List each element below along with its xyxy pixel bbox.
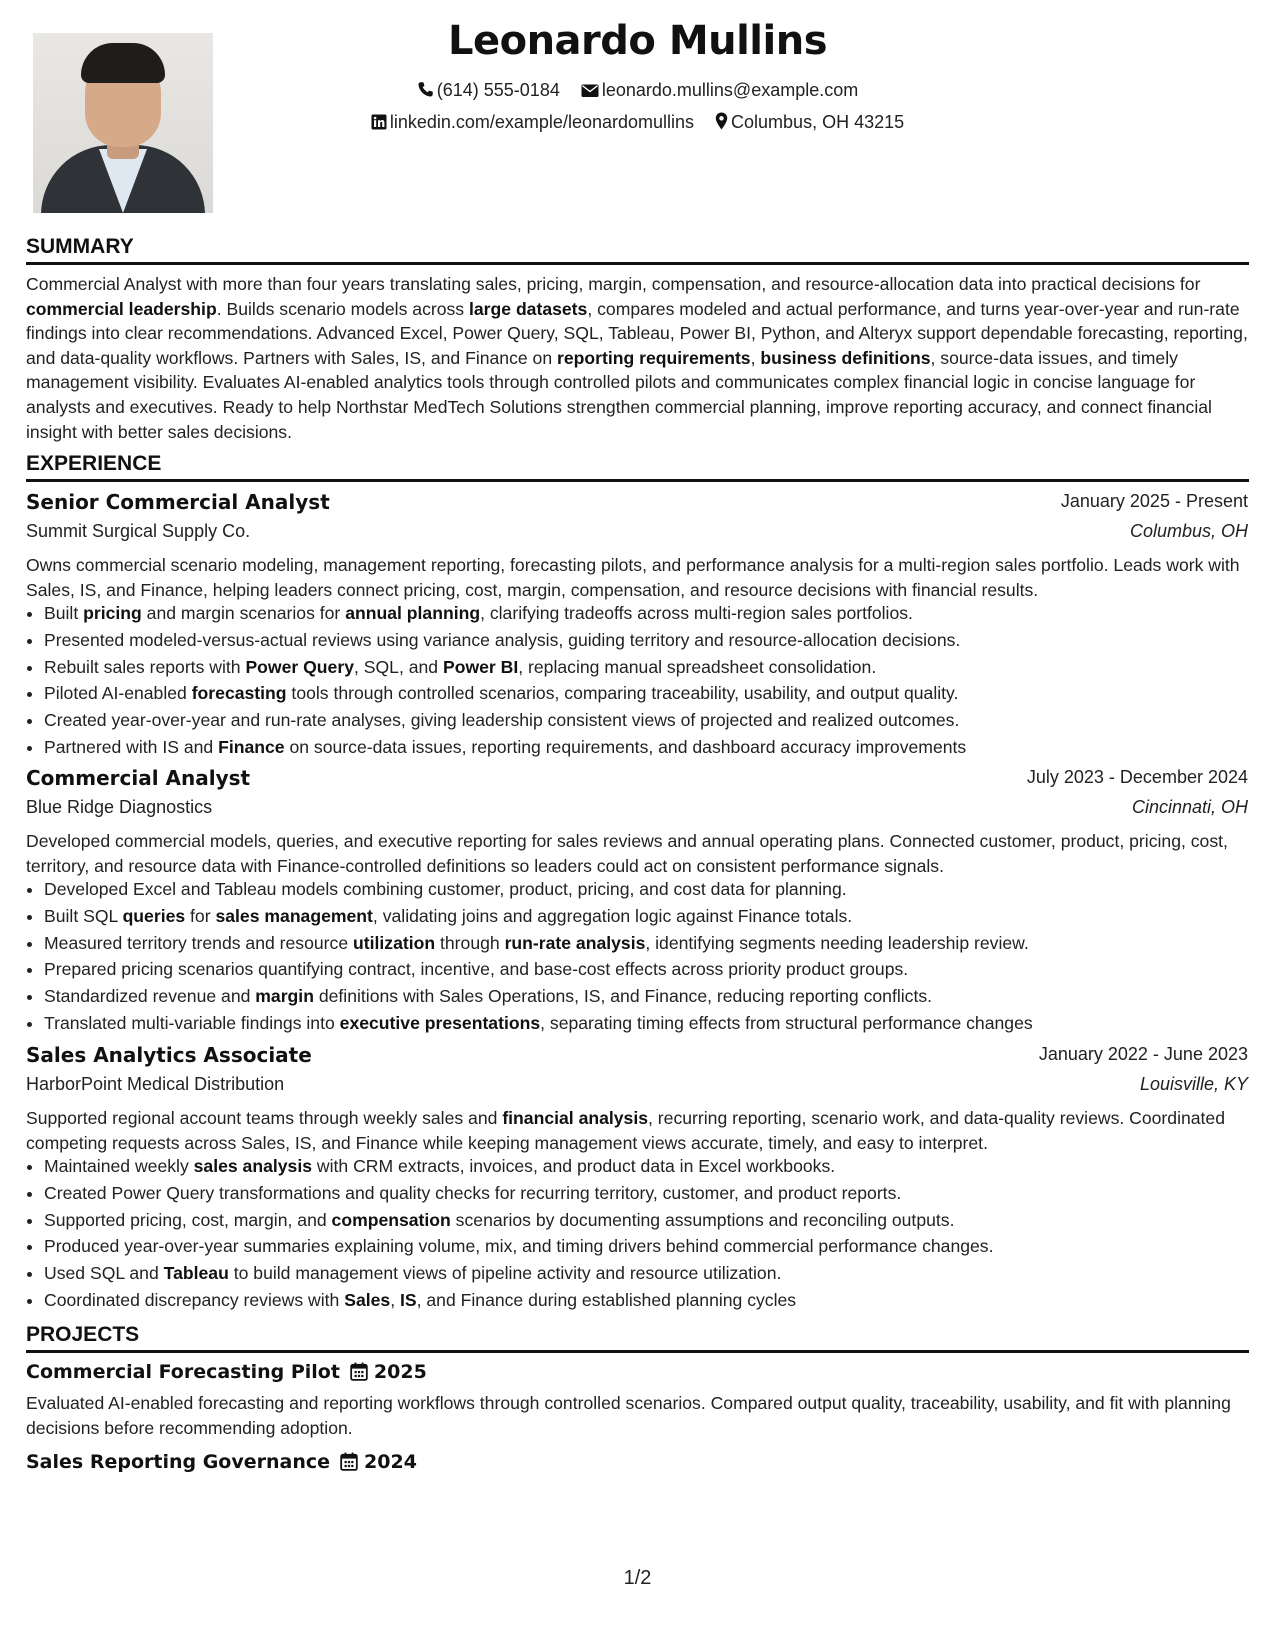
project-title-row bbox=[26, 1361, 427, 1383]
bold-phrase: financial analysis bbox=[502, 1108, 649, 1128]
job-dates: July 2023 - December 2024 bbox=[1026, 767, 1248, 787]
text-run: Created Power Query transformations and quality checks for recurring territory, customer, and product reports. bbox=[44, 1182, 902, 1203]
text-run: and margin scenarios for bbox=[141, 603, 346, 623]
email-item[interactable] bbox=[581, 80, 858, 101]
bold-phrase: Power Query bbox=[245, 656, 354, 677]
bullet-item bbox=[44, 1233, 1268, 1260]
project-description: Evaluated AI-enabled forecasting and reporting workflows through controlled scenarios. Compared output quality, traceability, usability, and fit with planning decisions before recommending adoption. bbox=[26, 1393, 1231, 1438]
bullet-item bbox=[44, 1180, 1268, 1207]
text-run: Maintained weekly bbox=[44, 1156, 194, 1176]
experience-heading: EXPERIENCE bbox=[26, 452, 1249, 482]
projects-heading: PROJECTS bbox=[26, 1323, 1249, 1353]
job-bullets bbox=[26, 600, 1268, 761]
bold-phrase: commercial leadership bbox=[26, 298, 217, 319]
bullet-item bbox=[44, 1010, 1268, 1037]
text-run: , clarifying tradeoffs across multi-region sales portfolios. bbox=[480, 603, 913, 623]
text-run: Supported pricing, cost, margin, and bbox=[44, 1209, 332, 1230]
candidate-name: Leonardo Mullins bbox=[447, 18, 828, 64]
text-run: , bbox=[390, 1289, 400, 1310]
text-run: , and Finance during established planning cycles bbox=[416, 1289, 797, 1310]
phone-text: (614) 555-0184 bbox=[436, 80, 560, 100]
text-run: , compares modeled and actual performance, and turns year-over-year and run-rate findings into clear recommendations. Advanced Excel, Power Query, SQL, Tableau, Power BI, Python, and Alteryx support dependable forecasting, reporting, and data-quality workflows. Partners with Sales, IS, and Finance on bbox=[26, 298, 1248, 368]
text-run: Built bbox=[44, 603, 84, 623]
linkedin-item[interactable] bbox=[371, 112, 694, 133]
text-run: , source-data issues, and timely management visibility. Evaluates AI-enabled analytics tools through controlled pilots and communicates complex financial logic in concise language for analysts and executives. Ready to help Northstar MedTech Solutions strengthen commercial planning, improve reporting accuracy, and connect financial insight with better sales decisions. bbox=[26, 347, 1212, 442]
text-run: Standardized revenue and bbox=[44, 986, 256, 1007]
bullet-item bbox=[44, 680, 1268, 707]
location-item bbox=[715, 112, 904, 133]
job-title: Senior Commercial Analyst bbox=[26, 490, 330, 514]
text-run: , identifying segments needing leadership review. bbox=[645, 932, 1029, 953]
bold-phrase: Tableau bbox=[163, 1263, 229, 1284]
bold-phrase: margin bbox=[255, 986, 314, 1007]
bullet-item bbox=[44, 930, 1268, 957]
text-run: , validating joins and aggregation logic against Finance totals. bbox=[372, 905, 853, 926]
bold-phrase: Sales bbox=[344, 1289, 391, 1310]
text-run: Used SQL and bbox=[44, 1263, 164, 1284]
bold-phrase: forecasting bbox=[191, 683, 287, 704]
location-text: Columbus, OH 43215 bbox=[731, 112, 905, 132]
job-description bbox=[26, 1106, 1250, 1155]
contact-row-1 bbox=[0, 80, 1275, 101]
text-run: Rebuilt sales reports with bbox=[44, 656, 246, 677]
text-run: Translated multi-variable findings into bbox=[44, 1012, 340, 1033]
bold-phrase: large datasets bbox=[469, 298, 588, 319]
bold-phrase: annual planning bbox=[345, 603, 481, 623]
text-run: , separating timing effects from structural performance changes bbox=[540, 1012, 1033, 1033]
text-run: Created year-over-year and run-rate analyses, giving leadership consistent views of projected and realized outcomes. bbox=[44, 710, 960, 731]
bullet-item bbox=[44, 734, 1268, 761]
company-name: Summit Surgical Supply Co. bbox=[26, 521, 251, 541]
bullet-item bbox=[44, 956, 1268, 983]
text-run: , replacing manual spreadsheet consolidation. bbox=[518, 656, 877, 677]
text-run: Produced year-over-year summaries explaining volume, mix, and timing drivers behind commercial performance changes. bbox=[44, 1236, 994, 1257]
bold-phrase: business definitions bbox=[760, 347, 931, 368]
linkedin-text: linkedin.com/example/leonardomullins bbox=[389, 112, 695, 132]
text-run: through bbox=[435, 932, 505, 953]
project-title: Commercial Forecasting Pilot bbox=[26, 1361, 340, 1383]
text-run: Partnered with IS and bbox=[44, 736, 219, 757]
bullet-item bbox=[44, 1287, 1268, 1314]
envelope-icon bbox=[581, 83, 599, 98]
phone-icon bbox=[417, 81, 434, 98]
bullet-item bbox=[44, 1260, 1268, 1287]
bold-phrase: sales management bbox=[215, 905, 373, 926]
job-title: Sales Analytics Associate bbox=[26, 1043, 312, 1067]
bold-phrase: utilization bbox=[353, 932, 436, 953]
bold-phrase: sales analysis bbox=[193, 1156, 312, 1176]
bullet-item bbox=[44, 903, 1268, 930]
bullet-item bbox=[44, 707, 1268, 734]
bold-phrase: Finance bbox=[218, 736, 285, 757]
email-text: leonardo.mullins@example.com bbox=[601, 80, 859, 100]
project-year: 2025 bbox=[373, 1361, 427, 1383]
bold-phrase: IS bbox=[399, 1289, 417, 1310]
text-run: to build management views of pipeline activity and resource utilization. bbox=[228, 1263, 782, 1284]
bold-phrase: Power BI bbox=[442, 656, 519, 677]
job-bullets bbox=[26, 876, 1268, 1037]
text-run: , SQL, and bbox=[353, 656, 443, 677]
job-title: Commercial Analyst bbox=[26, 766, 251, 790]
text-run: . Builds scenario models across bbox=[216, 298, 469, 319]
bold-phrase: compensation bbox=[331, 1209, 451, 1230]
text-run: on source-data issues, reporting requirements, and dashboard accuracy improvements bbox=[284, 736, 967, 757]
text-run: definitions with Sales Operations, IS, and Finance, reducing reporting conflicts. bbox=[313, 986, 933, 1007]
company-name: HarborPoint Medical Distribution bbox=[26, 1074, 285, 1094]
project-title-row bbox=[26, 1451, 417, 1473]
bold-phrase: reporting requirements bbox=[557, 347, 751, 368]
calendar-icon bbox=[350, 1362, 368, 1381]
project-year: 2024 bbox=[364, 1451, 417, 1473]
job-location: Columbus, OH bbox=[1129, 521, 1248, 541]
job-location: Cincinnati, OH bbox=[1131, 797, 1248, 817]
job-description: Developed commercial models, queries, and executive reporting for sales reviews and annual operating plans. Connected customer, product, pricing, cost, territory, and resource data with Finance-controlled definitions so leaders could act on consistent performance signals. bbox=[26, 831, 1228, 876]
text-run: Presented modeled-versus-actual reviews using variance analysis, guiding territory and resource-allocation decisions. bbox=[44, 629, 961, 650]
job-location: Louisville, KY bbox=[1139, 1074, 1248, 1094]
map-pin-icon bbox=[715, 112, 728, 130]
bullet-item bbox=[44, 1153, 1268, 1180]
page-number: 1/2 bbox=[623, 1567, 652, 1589]
job-dates: January 2025 - Present bbox=[1060, 491, 1248, 511]
text-run: , recurring reporting, scenario work, and data-quality reviews. Coordinated competing requests across Sales, IS, and Finance while keeping management views accurate, timely, and easy to interpret. bbox=[26, 1108, 1225, 1153]
text-run: , bbox=[750, 347, 761, 368]
project-title: Sales Reporting Governance bbox=[26, 1451, 331, 1473]
text-run: Piloted AI-enabled bbox=[44, 683, 192, 704]
bold-phrase: run-rate analysis bbox=[504, 932, 646, 953]
bullet-item bbox=[44, 654, 1268, 681]
bullet-item bbox=[44, 983, 1268, 1010]
summary-heading: SUMMARY bbox=[26, 235, 1249, 265]
text-run: Commercial Analyst with more than four years translating sales, pricing, margin, compensation, and resource-allocation data into practical decisions for bbox=[26, 274, 1201, 294]
phone-item bbox=[417, 80, 560, 101]
contact-row-2 bbox=[0, 112, 1275, 133]
text-run: Prepared pricing scenarios quantifying contract, incentive, and base-cost effects across priority product groups. bbox=[44, 959, 909, 980]
text-run: Coordinated discrepancy reviews with bbox=[44, 1289, 345, 1310]
job-bullets bbox=[26, 1153, 1268, 1314]
job-dates: January 2022 - June 2023 bbox=[1038, 1044, 1248, 1064]
text-run: with CRM extracts, invoices, and product data in Excel workbooks. bbox=[312, 1156, 836, 1176]
summary-text bbox=[26, 272, 1250, 444]
text-run: scenarios by documenting assumptions and reconciling outputs. bbox=[450, 1209, 955, 1230]
bullet-item bbox=[44, 876, 1268, 903]
text-run: tools through controlled scenarios, comparing traceability, usability, and output quality. bbox=[286, 683, 959, 704]
bold-phrase: pricing bbox=[83, 603, 142, 623]
bullet-item bbox=[44, 627, 1268, 654]
bold-phrase: executive presentations bbox=[339, 1012, 541, 1033]
linkedin-icon bbox=[371, 114, 387, 130]
text-run: Developed Excel and Tableau models combining customer, product, pricing, and cost data for planning. bbox=[44, 879, 847, 899]
text-run: Supported regional account teams through weekly sales and bbox=[26, 1108, 503, 1128]
bullet-item bbox=[44, 600, 1268, 627]
company-name: Blue Ridge Diagnostics bbox=[26, 797, 213, 817]
text-run: Built SQL bbox=[44, 905, 123, 926]
bullet-item bbox=[44, 1207, 1268, 1234]
bold-phrase: queries bbox=[122, 905, 186, 926]
text-run: for bbox=[185, 905, 216, 926]
text-run: Measured territory trends and resource bbox=[44, 932, 354, 953]
job-description: Owns commercial scenario modeling, management reporting, forecasting pilots, and performance analysis for a multi-region sales portfolio. Leads work with Sales, IS, and Finance, helping leaders connect pricing, cost, margin, compensation, and resource decisions with financial results. bbox=[26, 555, 1240, 600]
calendar-icon bbox=[340, 1452, 358, 1471]
